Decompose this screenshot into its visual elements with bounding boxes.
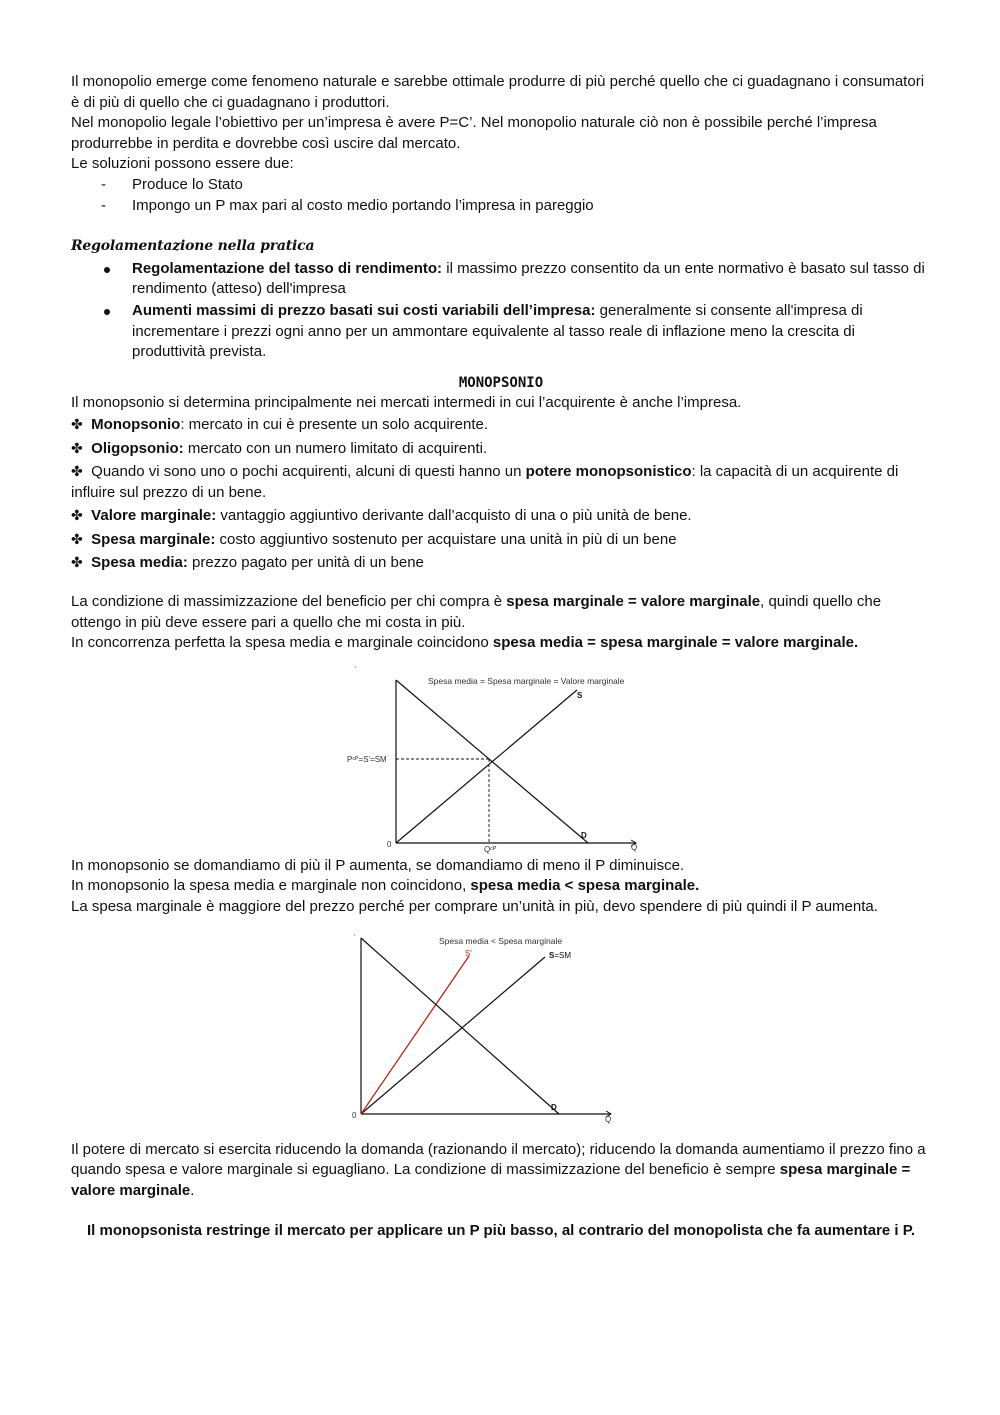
definitions-list bbox=[71, 414, 931, 574]
origin-label: 0 bbox=[352, 1110, 357, 1120]
item-term: Regolamentazione del tasso di rendimento: bbox=[132, 259, 443, 277]
potere-mercato-paragraph bbox=[71, 1140, 931, 1202]
figure-monopsonio bbox=[349, 928, 629, 1124]
monopsonio-intro: Il monopsonio si determina principalmente nei mercati intermedi in cui l’acquirente è anche l’impresa. bbox=[71, 394, 742, 412]
figure-concorrenza-svg bbox=[333, 664, 653, 856]
document-page bbox=[71, 72, 931, 1242]
figure-title: Spesa media = Spesa marginale = Valore marginale bbox=[428, 675, 625, 686]
y-tick-mark: ' bbox=[354, 932, 356, 942]
item-text: il massimo prezzo consentito da un ente normativo è basato sul tasso di rendimento (atteso) dell'impresa bbox=[132, 259, 925, 298]
bold-run: spesa media < spesa marginale. bbox=[470, 877, 700, 895]
supply-curve bbox=[396, 690, 577, 843]
clover-icon: ✤ bbox=[71, 507, 83, 524]
figure-concorrenza bbox=[333, 664, 653, 856]
clover-icon: ✤ bbox=[71, 554, 83, 571]
monopsonio-paragraph-1: In monopsonio se domandiamo di più il P aumenta, se domandiamo di meno il P diminuisce. bbox=[71, 856, 685, 874]
definition-text: mercato con un numero limitato di acquirenti. bbox=[183, 439, 488, 457]
regolamentazione-list bbox=[71, 259, 931, 363]
demand-label: D bbox=[551, 1102, 557, 1112]
supply-label bbox=[549, 951, 571, 960]
definition-text: : mercato in cui è presente un solo acquirente. bbox=[180, 415, 489, 433]
price-label: Pᶜᴾ=S'=SM bbox=[347, 754, 387, 764]
clover-icon: ✤ bbox=[71, 415, 83, 432]
monopsonio-paragraph-3: La spesa marginale è maggiore del prezzo perché per comprare un’unità in più, devo spendere di più quindi il P aumenta. bbox=[71, 898, 878, 916]
demand-curve bbox=[361, 938, 559, 1114]
monopsonio-paragraph-2 bbox=[71, 876, 931, 897]
text-run: Il potere di mercato si esercita riducendo la domanda (razionando il mercato); riducendo la domanda aumentiamo il prezzo fino a quando spesa e valore marginale si eguagliano. La condizione di massimizzazione del beneficio è sempre bbox=[71, 1140, 926, 1179]
item-term: Aumenti massimi di prezzo basati sui costi variabili dell’impresa: bbox=[132, 301, 596, 319]
definition-term: Spesa media: bbox=[91, 554, 188, 572]
definition-term: Oligopsonio: bbox=[91, 439, 184, 457]
clover-icon: ✤ bbox=[71, 463, 83, 480]
solution-item: - Impongo un P max pari al costo medio portando l’impresa in pareggio bbox=[101, 196, 594, 214]
monopsonio-heading: MONOPSONIO bbox=[458, 374, 544, 391]
regolamentazione-item bbox=[71, 301, 931, 363]
definition-text: costo aggiuntivo sostenuto per acquistare una unità in più di un bene bbox=[215, 530, 677, 548]
intro-paragraph-1: Il monopolio emerge come fenomeno naturale e sarebbe ottimale produrre di più perché quello che ci guadagnano i consumatori è di più di quello che ci guadagnano i produttori. bbox=[71, 73, 925, 111]
bold-run: spesa media = spesa marginale = valore marginale. bbox=[492, 634, 859, 652]
solution-text: Produce lo Stato bbox=[132, 175, 243, 193]
definition-term: Valore marginale: bbox=[91, 507, 217, 525]
quantity-label: Qᶜᴾ bbox=[484, 844, 497, 854]
intro-paragraph-3: Le soluzioni possono essere due: bbox=[71, 155, 294, 173]
definition-item bbox=[71, 461, 931, 503]
definition-text: prezzo pagato per unità di un bene bbox=[187, 554, 424, 572]
solution-item: - Produce lo Stato bbox=[101, 175, 243, 193]
definition-text: vantaggio aggiuntivo derivante dall’acquisto di una o più unità de bene. bbox=[216, 507, 692, 525]
intro-paragraph-2: Nel monopolio legale l’obiettivo per un’impresa è avere P=C’. Nel monopolio naturale ciò non è possibile perché l’impresa produrrebbe in perdita e dovrebbe così uscire dal mercato. bbox=[71, 114, 877, 152]
definition-text: : la capacità di un acquirente di influire sul prezzo di un bene. bbox=[71, 463, 899, 501]
text-run: La condizione di massimizzazione del beneficio per chi compra è bbox=[71, 593, 507, 611]
definition-item bbox=[71, 505, 931, 527]
demand-label: D bbox=[581, 830, 587, 840]
text-run: . bbox=[190, 1181, 195, 1199]
solutions-list bbox=[71, 175, 931, 216]
figure-monopsonio-svg bbox=[349, 928, 629, 1124]
conclusion-statement: Il monopsonista restringe il mercato per applicare un P più basso, al contrario del monopolista che fa aumentare i P. bbox=[87, 1222, 915, 1240]
x-axis-label: Q bbox=[631, 842, 638, 852]
marginal-label: S' bbox=[465, 948, 472, 958]
y-tick-mark: ' bbox=[355, 664, 357, 674]
definition-item bbox=[71, 438, 931, 460]
supply-label-rest: =SM bbox=[554, 950, 572, 960]
clover-icon: ✤ bbox=[71, 530, 83, 547]
definition-item bbox=[71, 529, 931, 551]
definition-item bbox=[71, 552, 931, 574]
x-axis-label: Q bbox=[605, 1114, 612, 1124]
bold-run: spesa marginale = valore marginale bbox=[71, 1161, 911, 1199]
definition-item bbox=[71, 414, 931, 436]
figure-title: Spesa media < Spesa marginale bbox=[439, 935, 563, 946]
definition-term: Spesa marginale: bbox=[91, 530, 216, 548]
supply-label: S bbox=[577, 690, 583, 700]
supply-label-bold: S bbox=[549, 950, 555, 960]
text-run: In concorrenza perfetta la spesa media e marginale coincidono bbox=[71, 634, 493, 652]
regolamentazione-item bbox=[71, 259, 931, 300]
concorrenza-paragraph bbox=[71, 633, 931, 654]
regolamentazione-heading: Regolamentazione nella pratica bbox=[71, 238, 315, 255]
text-run: In monopsonio la spesa media e marginale non coincidono, bbox=[71, 877, 471, 895]
clover-icon: ✤ bbox=[71, 439, 83, 456]
text-run: , quindi quello che ottengo in più deve essere pari a quello che mi costa in più. bbox=[71, 593, 882, 631]
definition-term: potere monopsonistico bbox=[525, 463, 692, 481]
definition-text: Quando vi sono uno o pochi acquirenti, alcuni di questi hanno un bbox=[91, 463, 526, 481]
item-text: generalmente si consente all'impresa di incrementare i prezzi ogni anno per un ammontare equivalente al tasso reale di inflazione meno la crescita di produttività prevista. bbox=[132, 301, 863, 361]
bold-run: spesa marginale = valore marginale bbox=[506, 593, 761, 611]
solution-text: Impongo un P max pari al costo medio portando l’impresa in pareggio bbox=[132, 196, 594, 214]
origin-label: 0 bbox=[387, 839, 392, 849]
condizione-paragraph bbox=[71, 592, 931, 633]
definition-term: Monopsonio bbox=[91, 415, 181, 433]
